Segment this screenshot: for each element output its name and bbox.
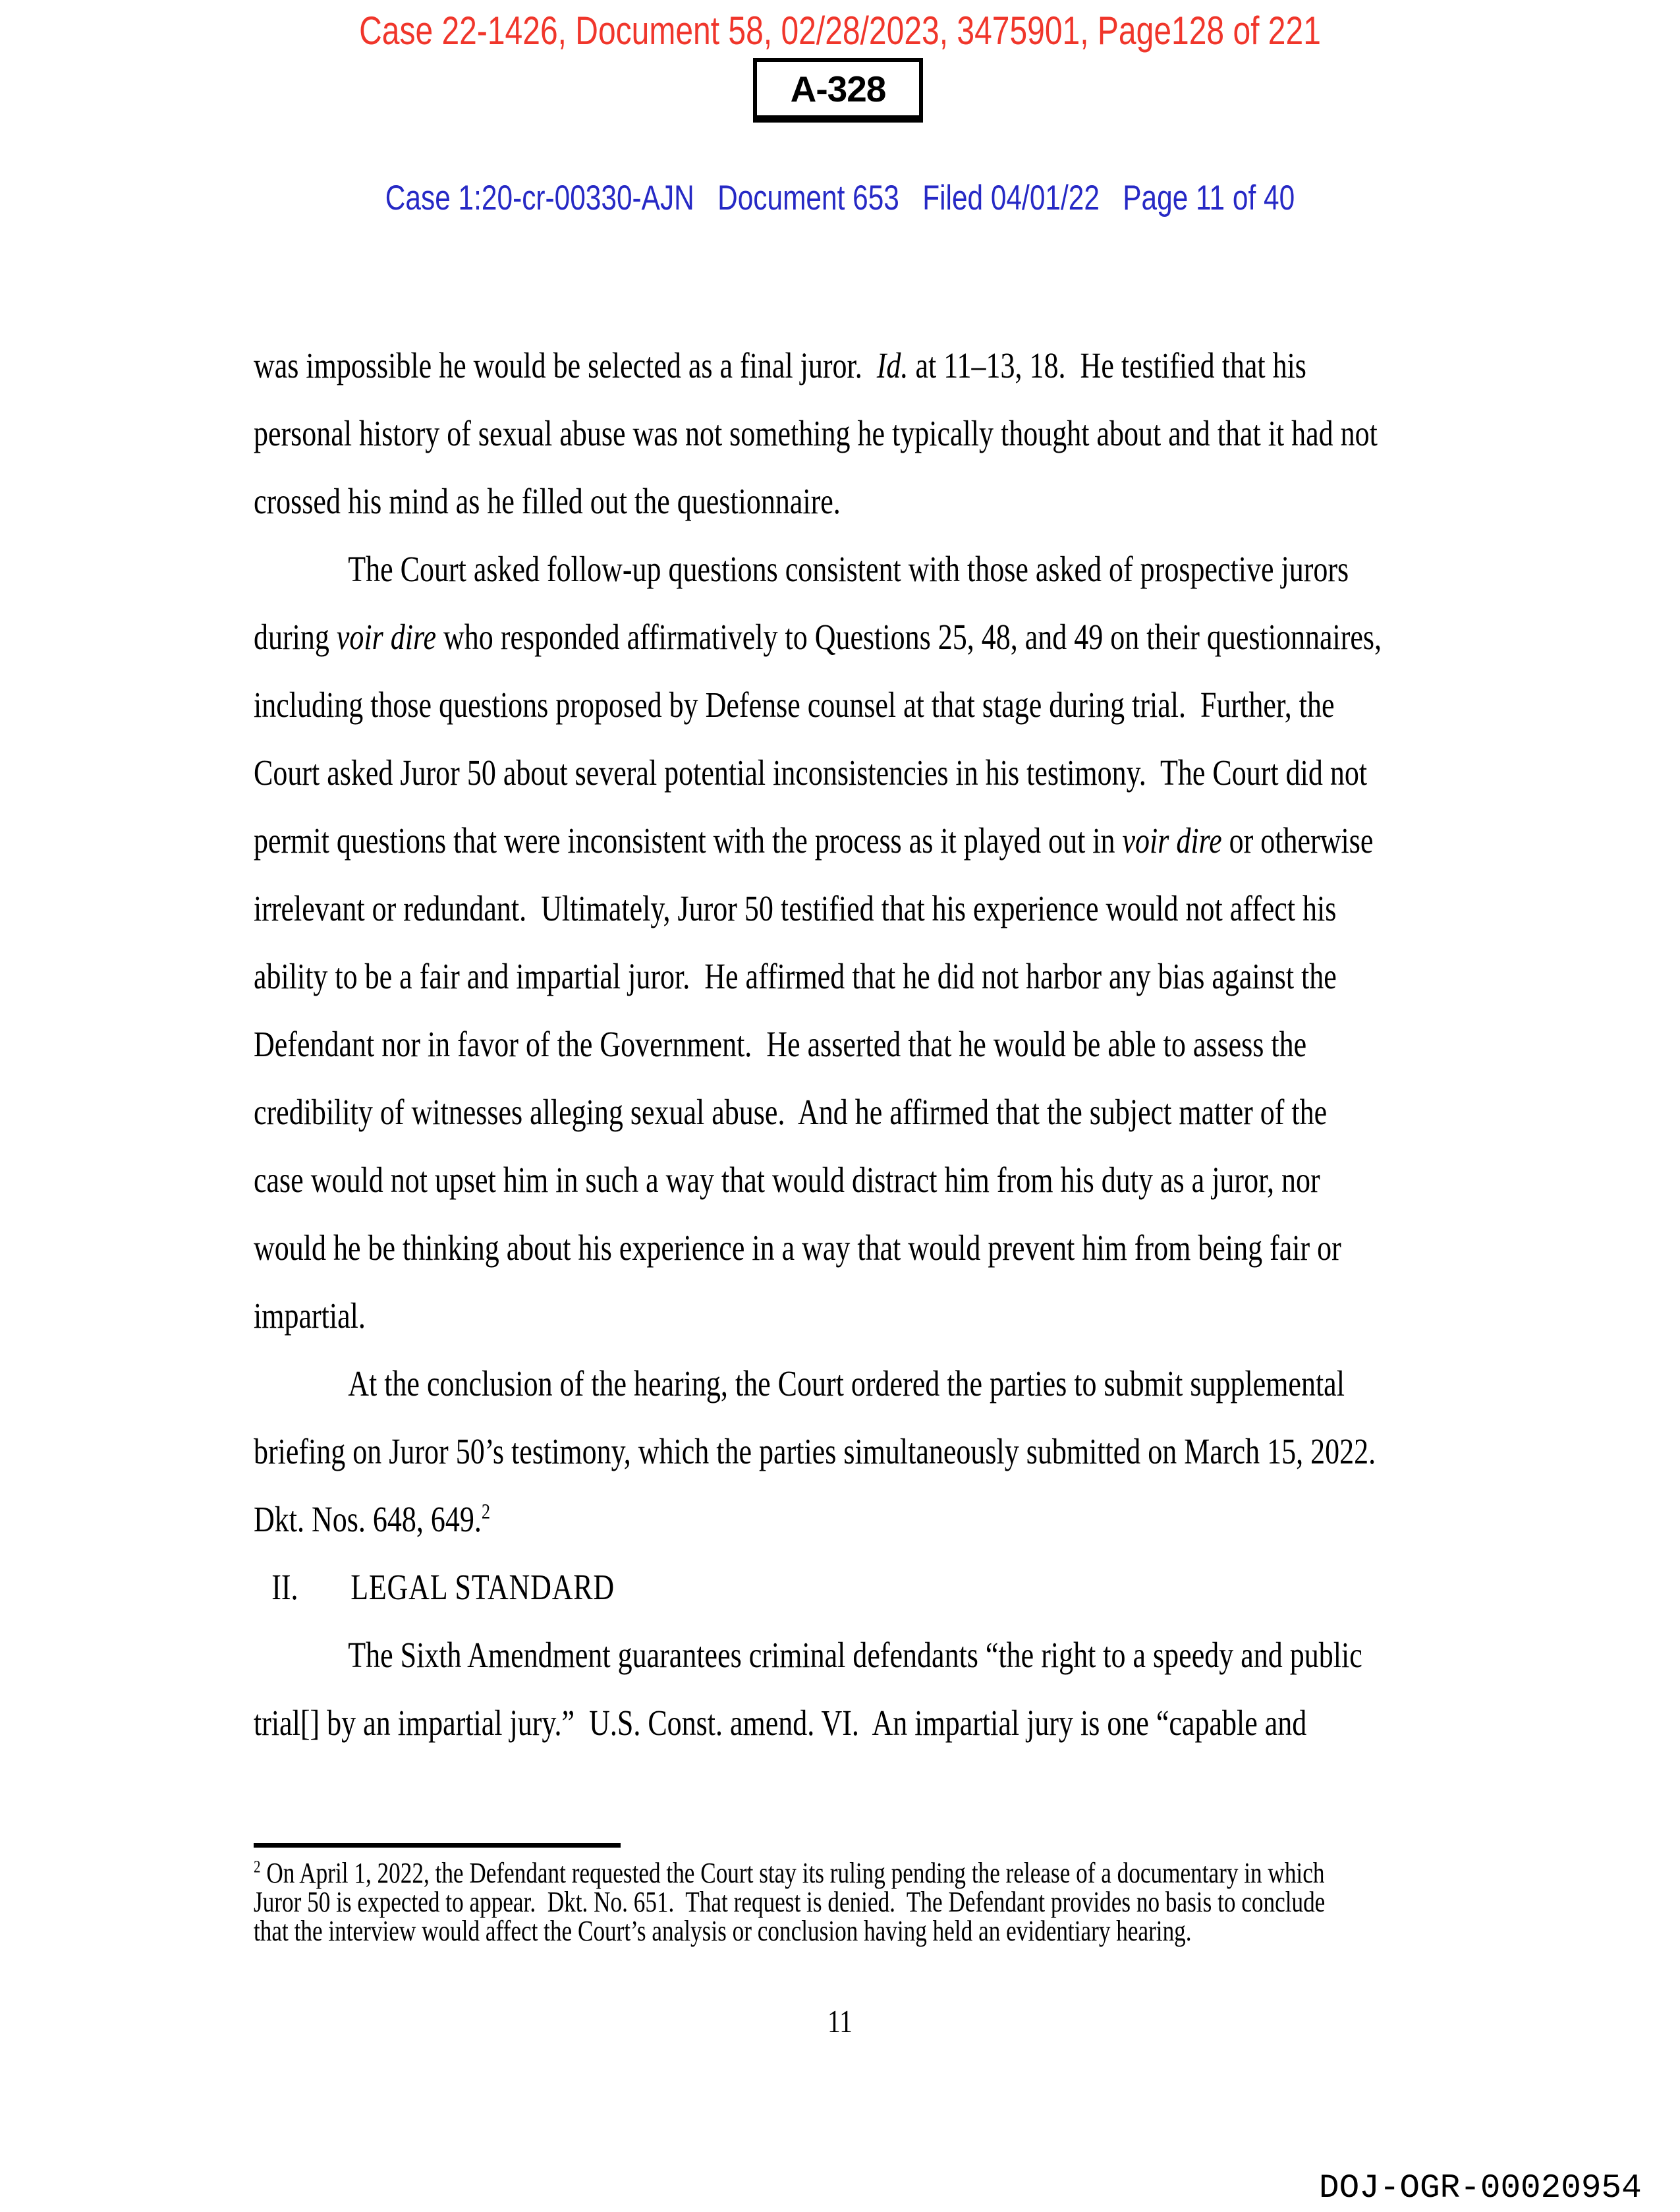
- text-line: [254, 874, 1360, 942]
- page-number: 11: [827, 2003, 853, 2039]
- footnote-reference-marker: 2: [481, 1500, 491, 1524]
- text-segment: Court asked Juror 50 about several potential inconsistencies in his testimony. The Court did not: [254, 752, 1368, 793]
- text-segment: ability to be a fair and impartial juror. He affirmed that he did not harbor any bias against the: [254, 956, 1337, 996]
- text-segment: crossed his mind as he filled out the questionnaire.: [254, 481, 841, 521]
- text-segment: The Court asked follow-up questions consistent with those asked of prospective jurors: [348, 549, 1349, 589]
- text-line: [254, 1621, 1360, 1689]
- text-line: [254, 1010, 1360, 1078]
- text-segment: Dkt. Nos. 648, 649.: [254, 1499, 482, 1539]
- bates-number: DOJ-OGR-00020954: [1319, 2170, 1642, 2207]
- text-segment: permit questions that were inconsistent with the process as it played out in: [254, 820, 1123, 861]
- text-segment: Defendant nor in favor of the Government. He asserted that he would be able to assess the: [254, 1024, 1307, 1064]
- text-line: [254, 467, 1360, 535]
- text-segment: or otherwise: [1221, 820, 1374, 861]
- text-segment: voir dire: [1122, 820, 1222, 861]
- text-line: [254, 1282, 1360, 1349]
- text-line: [254, 535, 1360, 603]
- text-segment: Id.: [876, 345, 909, 385]
- appendix-page-label-box: [753, 58, 923, 123]
- text-segment: briefing on Juror 50’s testimony, which the parties simultaneously submitted on March 15, 2022.: [254, 1431, 1376, 1471]
- footnote-separator-rule: [254, 1843, 621, 1848]
- text-segment: that the interview would affect the Court’s analysis or conclusion having held an evidentiary hearing.: [254, 1915, 1192, 1947]
- text-line: [254, 399, 1378, 467]
- text-line: [254, 942, 1360, 1010]
- text-segment: at 11–13, 18. He testified that his: [908, 345, 1306, 385]
- text-segment: On April 1, 2022, the Defendant requested the Court stay its ruling pending the release of a documentary in which: [260, 1857, 1325, 1889]
- text-line: [254, 1349, 1360, 1417]
- appeal-court-header-stamp: Case 22-1426, Document 58, 02/28/2023, 3475901, Page128 of 221: [359, 9, 1321, 53]
- text-segment: who responded affirmatively to Questions 25, 48, and 49 on their questionnaires,: [436, 617, 1382, 657]
- section-heading-title: LEGAL STANDARD: [350, 1567, 615, 1607]
- text-segment: Juror 50 is expected to appear. Dkt. No. 651. That request is denied. The Defendant provides no basis to conclude: [254, 1886, 1326, 1918]
- text-line: [254, 603, 1382, 671]
- section-heading-number: II.: [271, 1567, 298, 1607]
- district-court-header-stamp: Case 1:20-cr-00330-AJN Document 653 Filed 04/01/22 Page 11 of 40: [385, 179, 1295, 217]
- text-line: [254, 1485, 1360, 1553]
- text-line: [254, 1689, 1360, 1757]
- text-segment: personal history of sexual abuse was not something he typically thought about and that it had not: [254, 413, 1378, 453]
- text-line: [254, 1417, 1376, 1485]
- text-line: [254, 1078, 1360, 1146]
- section-heading: [254, 1553, 1360, 1621]
- text-line: [254, 807, 1374, 874]
- text-line: [254, 1888, 1360, 1917]
- text-segment: case would not upset him in such a way that would distract him from his duty as a juror, nor: [254, 1160, 1320, 1200]
- text-line: [254, 331, 1360, 399]
- text-line: [254, 1856, 1360, 1889]
- text-segment: impartial.: [254, 1295, 366, 1336]
- text-line: [254, 739, 1368, 807]
- text-line: [254, 1214, 1360, 1282]
- text-segment: At the conclusion of the hearing, the Court ordered the parties to submit supplemental: [348, 1363, 1345, 1404]
- text-segment: was impossible he would be selected as a final juror.: [254, 345, 877, 385]
- text-segment: including those questions proposed by Defense counsel at that stage during trial. Further, the: [254, 685, 1335, 725]
- text-segment: trial[] by an impartial jury.” U.S. Const. amend. VI. An impartial jury is one “capable and: [254, 1703, 1307, 1743]
- text-segment: during: [254, 617, 337, 657]
- text-line: [254, 1917, 1360, 1946]
- footnote-text: [254, 1856, 1637, 1947]
- text-line: [254, 1146, 1360, 1214]
- footnote-reference-marker: 2: [254, 1856, 261, 1877]
- text-line: [254, 671, 1360, 739]
- body-text: [254, 331, 1637, 1757]
- appendix-page-label: A-328: [790, 68, 886, 109]
- text-segment: would he be thinking about his experience in a way that would prevent him from being fair or: [254, 1228, 1341, 1268]
- text-segment: voir dire: [336, 617, 437, 657]
- text-segment: irrelevant or redundant. Ultimately, Juror 50 testified that his experience would not affect his: [254, 888, 1337, 928]
- text-segment: credibility of witnesses alleging sexual abuse. And he affirmed that the subject matter of the: [254, 1092, 1328, 1132]
- text-segment: The Sixth Amendment guarantees criminal defendants “the right to a speedy and public: [348, 1635, 1362, 1675]
